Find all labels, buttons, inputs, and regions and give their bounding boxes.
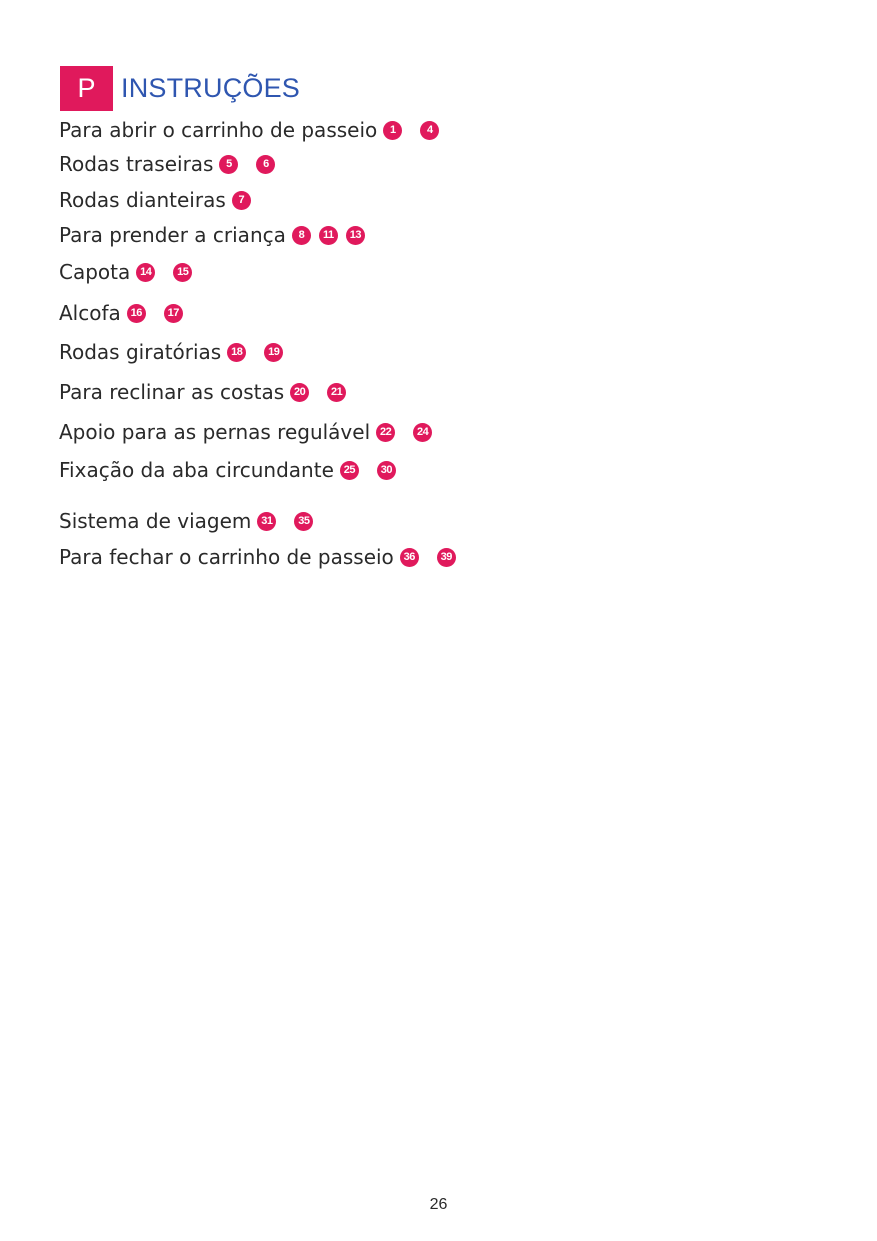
toc-item-label: Para prender a criança	[59, 223, 286, 247]
step-badges	[136, 263, 200, 282]
step-badges	[292, 226, 373, 245]
page-number: 26	[429, 1196, 448, 1213]
step-number-badge: 22	[376, 423, 395, 442]
section-header	[60, 66, 300, 111]
step-number-badge: 7	[232, 191, 251, 210]
toc-item-label: Alcofa	[59, 301, 121, 325]
toc-item	[59, 377, 354, 407]
step-number-badge: 35	[294, 512, 313, 531]
step-number-badge: 39	[437, 548, 456, 567]
toc-item	[59, 220, 373, 250]
toc-item-label: Para fechar o carrinho de passeio	[59, 545, 394, 569]
step-badges	[376, 423, 440, 442]
step-badges	[383, 121, 447, 140]
step-number-badge: 5	[219, 155, 238, 174]
toc-item	[59, 185, 259, 215]
step-number-badge: 13	[346, 226, 365, 245]
step-badges	[127, 304, 191, 323]
toc-item-label: Sistema de viagem	[59, 509, 252, 533]
step-badges	[227, 343, 291, 362]
step-number-badge: 8	[292, 226, 311, 245]
step-number-badge: 20	[290, 383, 309, 402]
step-number-badge: 17	[164, 304, 183, 323]
toc-item	[59, 337, 291, 367]
step-number-badge: 30	[377, 461, 396, 480]
step-number-badge: 16	[127, 304, 146, 323]
toc-item	[59, 257, 200, 287]
toc-item	[59, 298, 191, 328]
toc-item	[59, 115, 447, 145]
step-number-badge: 4	[420, 121, 439, 140]
toc-item	[59, 455, 404, 485]
toc-item	[59, 149, 283, 179]
step-number-badge: 18	[227, 343, 246, 362]
step-number-badge: 25	[340, 461, 359, 480]
language-badge: P	[60, 66, 113, 111]
toc-item-label: Para reclinar as costas	[59, 380, 285, 404]
step-number-badge: 21	[327, 383, 346, 402]
page-title: INSTRUÇÕES	[121, 73, 301, 103]
step-number-badge: 24	[413, 423, 432, 442]
toc-item-label: Fixação da aba circundante	[59, 458, 334, 482]
step-badges	[400, 548, 464, 567]
step-number-badge: 31	[257, 512, 276, 531]
toc-item-label: Rodas giratórias	[59, 340, 222, 364]
toc-item	[59, 506, 321, 536]
step-badges	[290, 383, 354, 402]
toc-item	[59, 542, 464, 572]
step-number-badge: 11	[319, 226, 338, 245]
step-number-badge: 1	[383, 121, 402, 140]
step-number-badge: 19	[264, 343, 283, 362]
step-number-badge: 6	[256, 155, 275, 174]
step-number-badge: 15	[173, 263, 192, 282]
toc-item-label: Capota	[59, 260, 131, 284]
toc-item	[59, 417, 440, 447]
step-badges	[257, 512, 321, 531]
toc-item-label: Para abrir o carrinho de passeio	[59, 118, 378, 142]
toc-item-label: Rodas dianteiras	[59, 188, 226, 212]
toc-item-label: Rodas traseiras	[59, 152, 214, 176]
step-badges	[219, 155, 283, 174]
step-number-badge: 36	[400, 548, 419, 567]
step-badges	[340, 461, 404, 480]
toc-item-label: Apoio para as pernas regulável	[59, 420, 371, 444]
step-number-badge: 14	[136, 263, 155, 282]
step-badges	[232, 191, 259, 210]
